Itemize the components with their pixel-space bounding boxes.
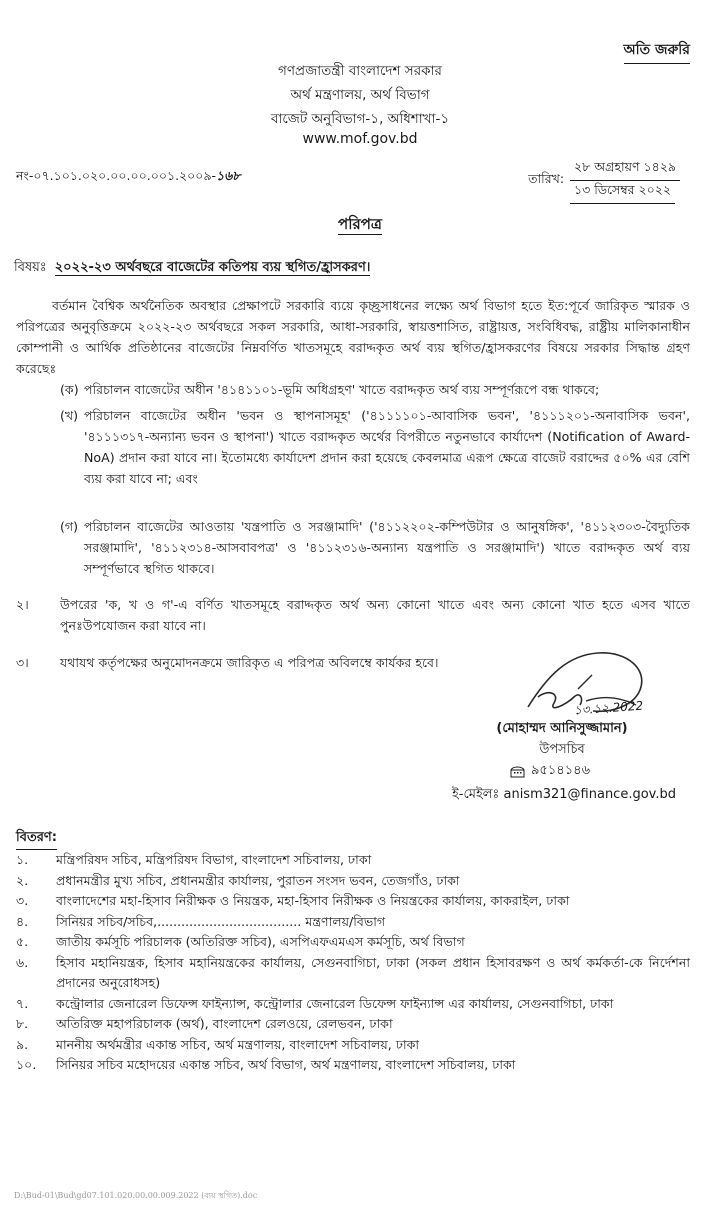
date-bangla: ২৮ অগ্রহায়ণ ১৪২৯ <box>570 158 680 181</box>
point-text: উপরের 'ক, খ ও গ'-এ বর্ণিত খাতসমূহে বরাদ্দকৃত অর্থ অন্য কোনো খাতে এবং অন্য কোনো খাত হতে এসব খাতে পুনঃউপযোজন করা যাবে না। <box>60 597 690 633</box>
date-english: ১৩ ডিসেম্বর ২০২২ <box>570 181 675 204</box>
list-item-text: মাননীয় অর্থমন্ত্রীর একান্ত সচিব, অর্থ মন্ত্রণালয়, বাংলাদেশ সচিবালয়, ঢাকা <box>56 1036 420 1052</box>
list-item-key: ১০. <box>16 1057 37 1072</box>
email-line <box>452 785 676 806</box>
list-item-text: সিনিয়র সচিব মহোদয়ের একান্ত সচিব, অর্থ বিভাগ, অর্থ মন্ত্রণালয়, বাংলাদেশ সচিবালয়, ঢাকা <box>56 1057 516 1072</box>
list-item-text: সিনিয়র সচিব/সচিব,.................................... মন্ত্রণালয়/বিভাগ <box>56 913 386 929</box>
clause-kha <box>60 405 690 489</box>
signatory-designation: উপসচিব <box>539 742 585 757</box>
list-item <box>16 891 690 912</box>
memo-number-prefix: নং-০৭.১০১.০২০.০০.০০.০০১.২০০৯- <box>16 168 217 183</box>
list-item <box>16 932 690 953</box>
point-2 <box>16 594 690 636</box>
document-type <box>0 213 720 238</box>
list-item-text: বাংলাদেশের মহা-হিসাব নিরীক্ষক ও নিয়ন্ত্রক, মহা-হিসাব নিরীক্ষক ও নিয়ন্ত্রকের কার্যালয়, কাকরাইল, ঢাকা <box>56 893 570 908</box>
distribution-title: বিতরণ: <box>16 828 57 850</box>
telephone-icon <box>510 766 525 778</box>
list-item-key: ৯. <box>16 1036 29 1052</box>
clause-text: পরিচালন বাজেটের অধীন 'ভবন ও স্থাপনাসমূহ' ('৪১১১১০১-আবাসিক ভবন', '৪১১১২০১-অনাবাসিক ভবন', '৪১১১৩১৭-অন্যান্য ভবন ও স্থাপনা') খাতে বরাদ্দকৃত অর্থের বিপরীতে নতুনভাবে কার্যাদেশ (Notification of Award-NoA) প্রদান করা যাবে না। ইতোমধ্যে কার্যাদেশ প্রদান করা হয়েছে কেবলমাত্র এরূপ ক্ষেত্রে বাজেট বরাদ্দের ৫০% এর বেশি ব্যয় করা যাবে না; এবং <box>84 408 690 486</box>
list-item-text: অতিরিক্ত মহাপরিচালক (অর্থ), বাংলাদেশ রেলওয়ে, রেলভবন, ঢাকা <box>56 1016 393 1031</box>
list-item-text: জাতীয় কর্মসূচি পরিচালক (অতিরিক্ত সচিব), এসপিএফএমএস কর্মসূচি, অর্থ বিভাগ <box>56 934 465 949</box>
list-item <box>16 953 690 994</box>
clause-text: পরিচালন বাজেটের আওতায় 'যন্ত্রপাতি ও সরঞ্জামাদি' ('৪১১২২০২-কম্পিউটার ও আনুষঙ্গিক', '৪১১২৩০৩-বৈদ্যুতিক সরঞ্জামাদি', '৪১১২৩১৪-আসবাবপত্র' ও '৪১১২৩১৬-অন্যান্য যন্ত্রপাতি ও সরঞ্জামাদি') খাতে বরাদ্দকৃত অর্থ ব্যয় সম্পূর্ণভাবে স্থগিত থাকবে। <box>84 519 690 576</box>
header-wing: বাজেট অনুবিভাগ-১, অধিশাখা-১ <box>270 111 450 127</box>
list-item <box>16 1035 690 1056</box>
signatory-name: (মোহাম্মদ আনিসুজ্জামান) <box>496 721 628 736</box>
list-item-text: মন্ত্রিপরিষদ সচিব, মন্ত্রিপরিষদ বিভাগ, বাংলাদেশ সচিবালয়, ঢাকা <box>56 852 372 867</box>
subject-text: ২০২২-২৩ অর্থবছরে বাজেটের কতিপয় ব্যয় স্থগিত/হ্রাসকরণ। <box>54 260 371 275</box>
subject-line <box>14 258 370 279</box>
point-text: যথাযথ কর্তৃপক্ষের অনুমোদনক্রমে জারিকৃত এ পরিপত্র অবিলম্বে কার্যকর হবে। <box>60 655 439 670</box>
list-item-key: ৩. <box>16 893 29 908</box>
signature-date: ১৩.১২.2022 <box>573 698 644 718</box>
clause-ka <box>60 379 690 400</box>
phone-number: ৯৫১৪১৪৬ <box>531 763 591 778</box>
list-item-text: প্রধানমন্ত্রীর মুখ্য সচিব, প্রধানমন্ত্রীর কার্যালয়, পুরাতন সংসদ ভবন, তেজগাঁও, ঢাকা <box>56 872 460 888</box>
list-item <box>16 1055 690 1076</box>
header-ministry: অর্থ মন্ত্রণালয়, অর্থ বিভাগ <box>290 87 430 103</box>
urgency-label: অতি জরুরি <box>624 38 690 64</box>
clause-ga <box>60 516 690 579</box>
clause-text: পরিচালন বাজেটের অধীন '৪১৪১১০১-ভূমি অধিগ্রহণ' খাতে বরাদ্দকৃত অর্থ ব্যয় সম্পূর্ণরূপে বন্ধ থাকবে; <box>84 382 600 397</box>
date-label: তারিখ: <box>528 171 565 186</box>
date-box <box>570 158 680 204</box>
document-type-label: পরিপত্র <box>338 215 382 233</box>
signature-block <box>450 718 674 760</box>
clause-key: (গ) <box>60 519 79 534</box>
list-item-key: ৭. <box>16 995 29 1011</box>
phone-line <box>510 761 590 782</box>
header-website: www.mof.gov.bd <box>302 131 418 147</box>
list-item-key: ৫. <box>16 934 29 949</box>
list-item-key: ১. <box>16 852 29 867</box>
list-item-text: হিসাব মহানিয়ন্ত্রক, হিসাব মহানিয়ন্ত্রকের কার্যালয়, সেগুনবাগিচা, ঢাকা (সকল প্রধান হিসাবরক্ষণ ও অর্থ কর্মকর্তা-কে নির্দেশনা প্রদানের অনুরোধসহ) <box>56 954 690 990</box>
point-key: ৩। <box>16 655 29 670</box>
email-address[interactable]: anism321@finance.gov.bd <box>503 787 676 802</box>
email-label: ই-মেইলঃ <box>452 787 500 802</box>
list-item-key: ২. <box>16 872 29 888</box>
clause-key: (খ) <box>60 408 79 423</box>
header-govt: গণপ্রজাতন্ত্রী বাংলাদেশ সরকার <box>278 63 442 79</box>
memo-number <box>16 168 240 188</box>
list-item-text: কন্ট্রোলার জেনারেল ডিফেন্স ফাইন্যান্স, কন্ট্রোলার জেনারেল ডিফেন্স ফাইন্যান্স এর কার্যালয়, সেগুনবাগিচা, ঢাকা <box>56 995 614 1011</box>
subject-label: বিষয়ঃ <box>14 260 47 275</box>
distribution-list <box>16 850 690 1076</box>
list-item <box>16 994 690 1015</box>
memo-date <box>528 158 680 204</box>
memo-number-suffix: ১৬৮ <box>216 168 241 183</box>
intro-paragraph: বর্তমান বৈশ্বিক অর্থনৈতিক অবস্থার প্রেক্ষাপটে সরকারি ব্যয়ে কৃচ্ছ্রসাধনের লক্ষ্যে অর্থ বিভাগ হতে ইত:পূর্বে জারিকৃত স্মারক ও পরিপত্রের অনুবৃত্তিক্রমে ২০২২-২৩ অর্থবছরে সকল সরকারি, আধা-সরকারি, স্বায়ত্তশাসিত, রাষ্ট্রায়ত্ত, সংবিধিবদ্ধ, রাষ্ট্রীয় মালিকানাধীন কোম্পানী ও আর্থিক প্রতিষ্ঠানের বাজেটের নিম্নবর্ণিত খাতসমূহে বরাদ্দকৃত অর্থ ব্যয় স্থগিত/হ্রাসকরণের বিষয়ে সরকার সিদ্ধান্ত গ্রহণ করেছেঃ <box>16 298 690 376</box>
list-item-key: ৬. <box>16 954 29 970</box>
list-item <box>16 871 690 892</box>
list-item <box>16 912 690 933</box>
point-key: ২। <box>16 597 29 612</box>
list-item-key: ৮. <box>16 1016 29 1031</box>
clause-key: (ক) <box>60 382 79 397</box>
list-item-key: ৪. <box>16 913 29 929</box>
list-item <box>16 1014 690 1035</box>
list-item <box>16 850 690 871</box>
footer-file-path: D:\Bud-01\Bud\gd07.101.020.00.00.009.2022 (ব্যয় স্থগিত).doc <box>14 1191 258 1200</box>
